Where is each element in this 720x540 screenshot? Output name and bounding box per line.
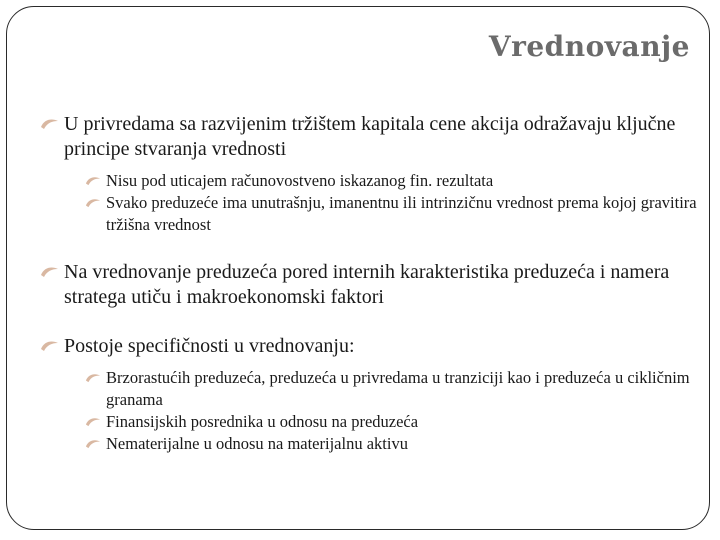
- bullet-text: Na vrednovanje preduzeća pored internih karakteristika preduzeća i namera stratega utiču i makroekonomski faktori: [64, 261, 670, 308]
- sub-bullet-item: [40, 411, 700, 433]
- sub-bullet-item: [40, 367, 700, 411]
- bullet-text: U privredama sa razvijenim tržištem kapitala cene akcija odražavaju ključne principe stvaranja vrednosti: [64, 113, 676, 160]
- bullet-item: [40, 112, 700, 162]
- slide-content: [40, 112, 700, 455]
- bullet-text: Postoje specifičnosti u vrednovanju:: [64, 335, 355, 357]
- curved-leaf-bullet-icon: [40, 340, 59, 352]
- sub-bullet-text: Svako preduzeće ima unutrašnju, imanentnu ili intrinzičnu vrednost prema kojoj gravitira tržišna vrednost: [106, 193, 697, 234]
- bullet-item: [40, 260, 700, 310]
- curved-leaf-bullet-icon: [85, 176, 101, 186]
- sub-bullet-item: [40, 192, 700, 236]
- curved-leaf-bullet-icon: [85, 439, 101, 449]
- sub-bullet-text: Nisu pod uticajem računovostveno iskazanog fin. rezultata: [106, 171, 494, 190]
- curved-leaf-bullet-icon: [85, 417, 101, 427]
- bullet-item: [40, 334, 700, 359]
- curved-leaf-bullet-icon: [85, 373, 101, 383]
- curved-leaf-bullet-icon: [85, 198, 101, 208]
- slide-title: Vrednovanje: [488, 30, 690, 63]
- curved-leaf-bullet-icon: [40, 266, 59, 278]
- curved-leaf-bullet-icon: [40, 118, 59, 130]
- sub-bullet-item: [40, 170, 700, 192]
- sub-bullet-item: [40, 433, 700, 455]
- sub-bullet-text: Finansijskih posrednika u odnosu na preduzeća: [106, 412, 419, 431]
- sub-bullet-text: Nematerijalne u odnosu na materijalnu aktivu: [106, 434, 408, 453]
- sub-bullet-text: Brzorastućih preduzeća, preduzeća u privredama u tranziciji kao i preduzeća u cikličnim granama: [106, 368, 690, 409]
